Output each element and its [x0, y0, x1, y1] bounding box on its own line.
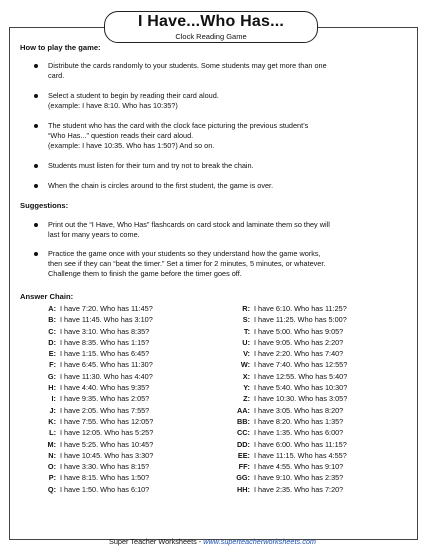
chain-row: [228, 348, 347, 359]
bullet-line: Practice the game once with your students so they understand how the game works,: [48, 249, 321, 258]
chain-text: I have 3:05. Who has 8:20?: [254, 405, 344, 415]
chain-row: [228, 393, 347, 404]
chain-row: [228, 371, 347, 382]
chain-row: [228, 484, 347, 495]
chain-label: T:: [243, 326, 250, 336]
chain-text: I have 3:10. Who has 8:35?: [60, 326, 150, 336]
bullet-item: [34, 249, 409, 279]
chain-row: [228, 359, 347, 370]
chain-label: K:: [48, 416, 56, 426]
chain-text: I have 5:40. Who has 10:30?: [254, 383, 348, 393]
footer-url[interactable]: www.superteacherworksheets.com: [203, 537, 316, 546]
chain-row: [228, 427, 347, 438]
bullet-dot-icon: [34, 124, 38, 128]
chain-label: DD:: [237, 439, 250, 449]
bullet-dot-icon: [34, 184, 38, 188]
chain-row: [228, 461, 347, 472]
chain-row: [34, 405, 153, 416]
bullet-dot-icon: [34, 252, 38, 256]
bullet-item: [34, 220, 409, 240]
chain-row: [228, 439, 347, 450]
chain-text: I have 9:05. Who has 2:20?: [254, 337, 344, 347]
title-banner: [104, 11, 318, 43]
chain-label: H:: [48, 383, 56, 393]
bullet-item: [34, 61, 404, 81]
chain-text: I have 11:45. Who has 3:10?: [60, 315, 153, 325]
chain-label: C:: [48, 326, 56, 336]
chain-label: V:: [243, 349, 250, 359]
chain-label: G:: [47, 371, 56, 381]
chain-label: P:: [48, 473, 56, 483]
chain-label: S:: [242, 315, 250, 325]
answer-chain-left: [34, 303, 153, 495]
chain-row: [34, 371, 153, 382]
bullet-line: last for many years to come.: [48, 230, 140, 239]
chain-text: I have 10:30. Who has 3:05?: [254, 394, 348, 404]
chain-label: N:: [48, 450, 56, 460]
chain-text: I have 2:35. Who has 7:20?: [254, 484, 344, 494]
footer-brand: Super Teacher Worksheets -: [109, 537, 204, 546]
chain-text: I have 11:30. Who has 4:40?: [60, 371, 153, 381]
chain-text: I have 6:00. Who has 11:15?: [254, 439, 347, 449]
chain-text: I have 9:35. Who has 2:05?: [60, 394, 150, 404]
bullet-dot-icon: [34, 94, 38, 98]
chain-row: [34, 450, 153, 461]
chain-text: I have 2:20. Who has 7:40?: [254, 349, 344, 359]
chain-label: O:: [47, 462, 56, 472]
bullet-item: [34, 121, 404, 151]
bullet-line: Challenge them to finish the game before the timer goes off.: [48, 269, 242, 278]
chain-label: HH:: [237, 484, 250, 494]
chain-text: I have 6:45. Who has 11:30?: [60, 360, 153, 370]
bullet-line: (example: I have 8:10. Who has 10:35?): [48, 101, 178, 110]
chain-row: [34, 359, 153, 370]
chain-text: I have 4:40. Who has 9:35?: [60, 383, 150, 393]
bullet-line: (example: I have 10:35. Who has 1:50?) And so on.: [48, 141, 215, 150]
chain-text: I have 10:45. Who has 3:30?: [60, 450, 154, 460]
chain-text: I have 2:05. Who has 7:55?: [60, 405, 150, 415]
chain-row: [34, 416, 153, 427]
suggestions-list: [34, 220, 409, 279]
chain-text: I have 9:10. Who has 2:35?: [254, 473, 344, 483]
chain-row: [34, 472, 153, 483]
chain-text: I have 8:35. Who has 1:15?: [60, 337, 150, 347]
chain-row: [34, 348, 153, 359]
chain-row: [34, 461, 153, 472]
chain-row: [228, 472, 347, 483]
bullet-dot-icon: [34, 223, 38, 227]
bullet-line: “Who Has...” question reads their card aloud.: [48, 131, 194, 140]
chain-label: BB:: [237, 416, 250, 426]
chain-text: I have 4:55. Who has 9:10?: [254, 462, 344, 472]
chain-label: EE:: [237, 450, 250, 460]
chain-text: I have 11:25. Who has 5:00?: [254, 315, 347, 325]
chain-row: [34, 326, 153, 337]
chain-row: [228, 416, 347, 427]
chain-label: FF:: [238, 462, 250, 472]
bullet-item: [34, 181, 404, 191]
bullet-line: then see if they can “beat the timer.” Set a timer for 2 minutes, 5 minutes, or whatever.: [48, 259, 326, 268]
chain-row: [34, 393, 153, 404]
chain-row: [34, 427, 153, 438]
how-to-heading: How to play the game:: [20, 43, 101, 52]
chain-row: [228, 326, 347, 337]
chain-label: AA:: [237, 405, 250, 415]
chain-row: [34, 337, 153, 348]
bullet-line: Distribute the cards randomly to your students. Some students may get more than one: [48, 61, 327, 70]
chain-label: X:: [242, 371, 250, 381]
chain-text: I have 7:55. Who has 12:05?: [60, 416, 154, 426]
chain-text: I have 8:15. Who has 1:50?: [60, 473, 150, 483]
bullet-dot-icon: [34, 164, 38, 168]
chain-row: [34, 303, 153, 314]
chain-label: Z:: [243, 394, 250, 404]
bullet-line: card.: [48, 71, 65, 80]
chain-label: M:: [47, 439, 56, 449]
chain-row: [228, 382, 347, 393]
page-title: I Have...Who Has...: [137, 13, 285, 30]
chain-label: A:: [48, 304, 56, 313]
chain-row: [34, 484, 153, 495]
how-to-list: [34, 61, 404, 191]
answer-chain-right: [228, 303, 347, 495]
chain-text: I have 12:55. Who has 5:40?: [254, 371, 348, 381]
chain-row: [34, 382, 153, 393]
chain-label: D:: [48, 337, 56, 347]
bullet-line: The student who has the card with the clock face picturing the previous student’s: [48, 121, 309, 130]
chain-text: I have 6:10. Who has 11:25?: [254, 304, 347, 313]
chain-text: I have 1:15. Who has 6:45?: [60, 349, 150, 359]
chain-label: Q:: [47, 484, 56, 494]
chain-row: [34, 314, 153, 325]
chain-text: I have 1:35. Who has 6:00?: [254, 428, 344, 438]
chain-label: CC:: [237, 428, 250, 438]
chain-label: GG:: [236, 473, 250, 483]
chain-text: I have 5:25. Who has 10:45?: [60, 439, 154, 449]
chain-label: Y:: [243, 383, 250, 393]
chain-label: W:: [240, 360, 250, 370]
chain-text: I have 1:50. Who has 6:10?: [60, 484, 150, 494]
chain-label: I:: [51, 394, 56, 404]
chain-label: R:: [242, 304, 250, 313]
chain-label: F:: [49, 360, 56, 370]
chain-text: I have 7:40. Who has 12:55?: [254, 360, 348, 370]
answer-chain-heading: Answer Chain:: [20, 292, 74, 301]
chain-row: [228, 337, 347, 348]
chain-row: [228, 303, 347, 314]
chain-label: L:: [49, 428, 56, 438]
chain-label: J:: [49, 405, 56, 415]
footer: [0, 537, 425, 546]
page-subtitle: Clock Reading Game: [175, 32, 247, 41]
bullet-line: Print out the “I Have, Who Has” flashcards on card stock and laminate them so they will: [48, 220, 330, 229]
chain-text: I have 8:20. Who has 1:35?: [254, 416, 344, 426]
bullet-item: [34, 91, 404, 111]
bullet-line: When the chain is circles around to the first student, the game is over.: [48, 181, 274, 190]
chain-label: U:: [242, 337, 250, 347]
chain-row: [228, 405, 347, 416]
chain-row: [34, 439, 153, 450]
chain-text: I have 5:00. Who has 9:05?: [254, 326, 344, 336]
chain-text: I have 3:30. Who has 8:15?: [60, 462, 150, 472]
bullet-item: [34, 161, 404, 171]
chain-text: I have 11:15. Who has 4:55?: [254, 450, 347, 460]
bullet-dot-icon: [34, 64, 38, 68]
chain-row: [228, 314, 347, 325]
chain-row: [228, 450, 347, 461]
suggestions-heading: Suggestions:: [20, 201, 69, 210]
bullet-line: Select a student to begin by reading their card aloud.: [48, 91, 219, 100]
chain-text: I have 7:20. Who has 11:45?: [60, 304, 153, 313]
chain-label: E:: [48, 349, 56, 359]
chain-label: B:: [48, 315, 56, 325]
chain-text: I have 12:05. Who has 5:25?: [60, 428, 154, 438]
bullet-line: Students must listen for their turn and try not to break the chain.: [48, 161, 254, 170]
